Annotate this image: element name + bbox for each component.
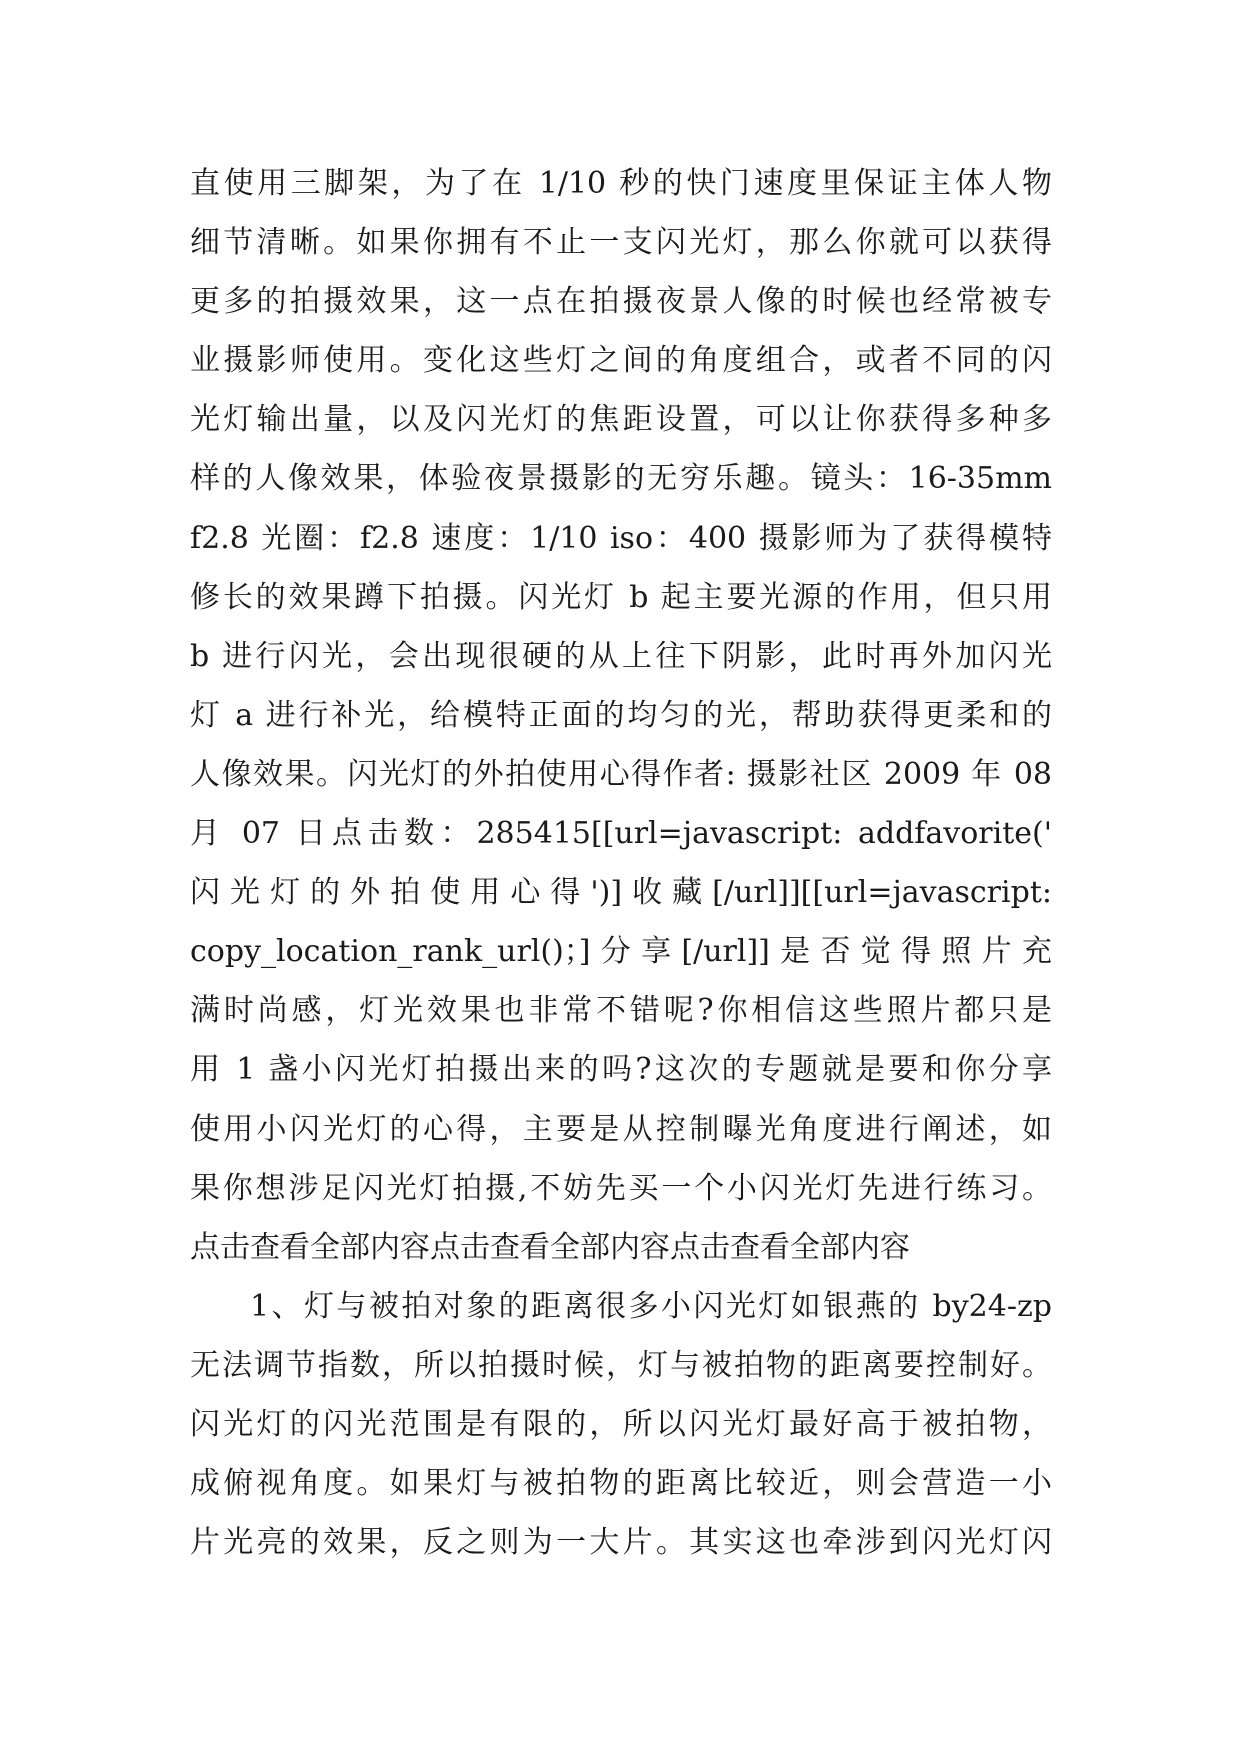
text-line: 使用小闪光灯的心得，主要是从控制曝光角度进行阐述，如 bbox=[190, 1111, 1052, 1147]
text-line: 点击查看全部内容点击查看全部内容点击查看全部内容 bbox=[190, 1229, 910, 1265]
text-line: 无法调节指数，所以拍摄时候，灯与被拍物的距离要控制好。 bbox=[190, 1347, 1052, 1383]
text-line: 月 07 日点击数：285415[[url=javascript: addfavorite(' bbox=[190, 816, 1052, 852]
text-line: 成俯视角度。如果灯与被拍物的距离比较近，则会营造一小 bbox=[190, 1466, 1052, 1502]
text-line: 满时尚感，灯光效果也非常不错呢?你相信这些照片都只是 bbox=[190, 993, 1052, 1029]
text-line: copy_location_rank_url()；]分享[/url]]是否觉得照片充 bbox=[190, 934, 1052, 970]
text-line: 更多的拍摄效果，这一点在拍摄夜景人像的时候也经常被专 bbox=[190, 284, 1052, 320]
text-line: 样的人像效果，体验夜景摄影的无穷乐趣。镜头：16-35mm bbox=[190, 461, 1052, 497]
text-line: 用 1 盏小闪光灯拍摄出来的吗?这次的专题就是要和你分享 bbox=[190, 1052, 1052, 1088]
text-line: 细节清晰。如果你拥有不止一支闪光灯，那么你就可以获得 bbox=[190, 225, 1052, 261]
text-line: 人像效果。闪光灯的外拍使用心得作者: 摄影社区 2009 年 08 bbox=[190, 756, 1052, 792]
text-line: 闪光灯的外拍使用心得')]收藏[/url]][[url=javascript: bbox=[190, 875, 1052, 911]
text-line: 果你想涉足闪光灯拍摄,不妨先买一个小闪光灯先进行练习。 bbox=[190, 1170, 1052, 1206]
text-line: 1、灯与被拍对象的距离很多小闪光灯如银燕的 by24-zp bbox=[250, 1288, 1052, 1324]
text-line: 闪光灯的闪光范围是有限的，所以闪光灯最好高于被拍物， bbox=[190, 1406, 1052, 1442]
text-line: 业摄影师使用。变化这些灯之间的角度组合，或者不同的闪 bbox=[190, 343, 1052, 379]
text-line: 光灯输出量，以及闪光灯的焦距设置，可以让你获得多种多 bbox=[190, 402, 1052, 438]
text-line: f2.8 光圈：f2.8 速度：1/10 iso：400 摄影师为了获得模特 bbox=[190, 520, 1052, 556]
text-line: b 进行闪光，会出现很硬的从上往下阴影，此时再外加闪光 bbox=[190, 638, 1052, 674]
body-text bbox=[190, 154, 1052, 1572]
text-line: 修长的效果蹲下拍摄。闪光灯 b 起主要光源的作用，但只用 bbox=[190, 579, 1052, 615]
text-line: 直使用三脚架，为了在 1/10 秒的快门速度里保证主体人物 bbox=[190, 166, 1052, 201]
text-line: 灯 a 进行补光，给模特正面的均匀的光，帮助获得更柔和的 bbox=[190, 697, 1052, 733]
text-line: 片光亮的效果，反之则为一大片。其实这也牵涉到闪光灯闪 bbox=[190, 1525, 1052, 1561]
